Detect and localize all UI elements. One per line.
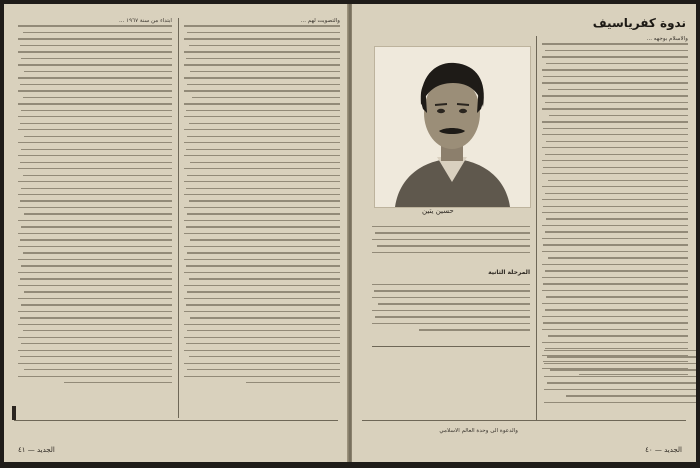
right-left-mid-lines — [372, 284, 530, 331]
left-column-divider — [178, 18, 179, 418]
right-page-col2-stub — [372, 428, 518, 436]
right-col2-first-line: والدعوة الى وحدة العالم الاسلامي — [439, 428, 518, 434]
right-page-column-right — [542, 36, 688, 421]
right-page-left-column-top — [372, 226, 530, 266]
left-page-footer: الجديد — ٤١ — [18, 446, 55, 454]
left-footer-rule — [14, 420, 338, 421]
right-footer-rule — [362, 420, 686, 421]
photo-caption: حسين يتين — [422, 207, 454, 215]
left-col-left-text-lines — [18, 25, 172, 383]
box-top-rule — [372, 346, 530, 347]
left-page-column-right — [184, 18, 340, 418]
left-page-column-left — [18, 18, 172, 418]
right-page-left-column-mid — [372, 284, 530, 344]
right-left-top-lines — [372, 226, 530, 253]
article-title: ندوة كفرياسيف — [592, 16, 686, 30]
subhead-text: المرحلة الثانية — [488, 269, 530, 276]
left-col-right-first-line: والتصويت لهم ... — [300, 18, 340, 24]
portrait-photo — [374, 46, 531, 208]
right-page-subhead — [372, 269, 530, 281]
left-col-left-first-line: ابتداء من سنة ١٩٦٧ ... — [118, 18, 172, 24]
right-page — [352, 4, 696, 462]
right-col-first-line: والاسلام بوجهه ... — [646, 36, 688, 42]
left-page — [4, 4, 349, 462]
right-column-divider — [536, 36, 537, 421]
right-col-text-lines — [542, 43, 688, 375]
right-page-footer: الجديد — ٤٠ — [645, 446, 682, 454]
continuation-marker — [12, 406, 16, 420]
portrait-illustration — [375, 47, 530, 207]
left-col-right-text-lines — [184, 25, 340, 383]
